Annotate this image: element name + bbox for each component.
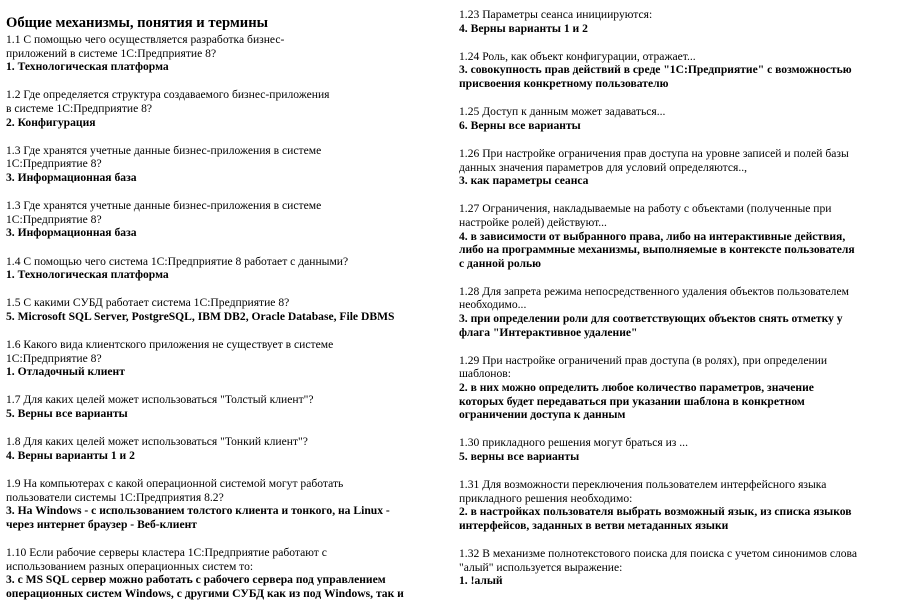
question-block [459,105,889,132]
answer-text: 5. Верны все варианты [6,407,128,421]
question-text: 1.28 Для запрета режима непосредственного удаления объектов пользователем необходимо... [459,284,849,312]
question-block [6,477,434,531]
question-block [6,435,434,462]
answer-text: 5. верны все варианты [459,450,580,463]
question-text: 1.9 На компьютерах с какой операционной системой могут работать пользователи системы 1С:Предприятия 8.2? [6,477,344,504]
question-block [6,546,434,600]
question-text: 1.3 Где хранятся учетные данные бизнес-приложения в системе 1С:Предприятие 8? [6,143,322,171]
question-text: 1.3 Где хранятся учетные данные бизнес-приложения в системе 1С:Предприятие 8? [6,199,322,226]
question-text: 1.4 С помощью чего система 1С:Предприятие 8 работает с данными? [6,254,349,268]
question-text: 1.27 Ограничения, накладываемые на работу с объектами (полученные при настройке ролей) действуют... [459,202,832,229]
answer-text: 6. Верны все варианты [459,118,581,132]
left-question-list [6,33,434,600]
question-text: 1.6 Какого вида клиентского приложения не существует в системе 1С:Предприятие 8? [6,338,334,365]
question-text: 1.30 прикладного решения могут браться из ... [459,436,688,450]
question-block [459,147,889,188]
question-text: 1.26 При настройке ограничения прав доступа на уровне записей и полей базы данных значения параметров для условий определяются.., [459,146,849,174]
answer-text: 1. Отладочный клиент [6,365,125,379]
question-text: 1.32 В механизме полнотекстового поиска для поиска с учетом синонимов слова "алый" используется выражение: [459,547,858,574]
question-block [459,547,889,588]
question-block [6,255,434,282]
answer-text: 2. Конфигурация [6,115,96,129]
question-text: 1.23 Параметры сеанса инициируются: [459,8,653,21]
right-question-list [459,8,889,588]
question-block [6,393,434,420]
answer-text: 4. Верны варианты 1 и 2 [6,448,135,462]
answer-text: 2. в настройках пользователя выбрать возможный язык, из списка языков интерфейсов, заданных в ветви метаданных языки [459,505,852,532]
question-block [6,33,434,74]
question-text: 1.29 При настройке ограничений прав доступа (в ролях), при определении шаблонов: [459,353,828,381]
answer-text: 4. в зависимости от выбранного права, либо на интерактивные действия, либо на программные механизмы, выполняемые в контексте пользователя с данной ролью [459,229,855,270]
question-text: 1.8 Для каких целей может использоваться "Тонкий клиент"? [6,435,308,449]
question-block [459,354,889,422]
question-block [6,338,434,379]
question-block [6,144,434,185]
answer-text: 3. совокупность прав действий в среде "1С:Предприятие" с возможностью присвоения конкретному пользователю [459,63,852,90]
answer-text: 1. Технологическая платформа [6,60,169,74]
question-block [6,296,434,323]
question-text: 1.24 Роль, как объект конфигурации, отражает... [459,49,696,63]
answer-text: 5. Microsoft SQL Server, PostgreSQL, IBM DB2, Oracle Database, File DBMS [6,309,395,323]
answer-text: 3. Информационная база [6,170,137,184]
question-block [459,202,889,270]
question-block [6,199,434,240]
question-text: 1.25 Доступ к данным может задаваться... [459,105,666,119]
answer-text: 1. Технологическая платформа [6,268,169,282]
answer-text: 1. !алый [459,574,503,588]
question-text: 1.31 Для возможности переключения пользователем интерфейсного языка прикладного решения необходимо: [459,478,827,505]
question-text: 1.7 Для каких целей может использоваться "Толстый клиент"? [6,393,314,407]
question-block [459,478,889,532]
answer-text: 2. в них можно определить любое количество параметров, значение которых будет передаваться при указании шаблона в конкретном ограничении доступа к данным [459,381,814,422]
question-block [459,50,889,91]
question-text: 1.5 С какими СУБД работает система 1С:Предприятие 8? [6,296,290,310]
answer-text: 3. На Windows - с использованием толстого клиента и тонкого, на Linux - через интернет браузер - Веб-клиент [6,504,390,531]
answer-text: 3. с MS SQL сервер можно работать с рабочего сервера под управлением операционных систем Windows, с другими СУБД как из под Windows, так и [6,573,404,600]
answer-text: 3. Информационная база [6,226,137,240]
question-text: 1.1 С помощью чего осуществляется разработка бизнес- приложений в системе 1С:Предприятие 8? [6,33,285,60]
answer-text: 3. при определении роли для соответствующих объектов снять отметку у флага "Интерактивное удаление" [459,312,843,339]
answer-text: 3. как параметры сеанса [459,174,589,188]
question-text: 1.10 Если рабочие серверы кластера 1С:Предприятие работают с использованием разных операционных систем то: [6,545,327,573]
left-column [6,0,434,610]
answer-text: 4. Верны варианты 1 и 2 [459,21,588,35]
question-block [459,436,889,463]
question-block [459,8,889,35]
question-block [459,285,889,339]
question-block [6,88,434,129]
right-column [459,0,889,603]
question-text: 1.2 Где определяется структура создаваемого бизнес-приложения в системе 1С:Предприятие 8? [6,88,330,115]
document-title: Общие механизмы, понятия и термины [6,15,269,31]
